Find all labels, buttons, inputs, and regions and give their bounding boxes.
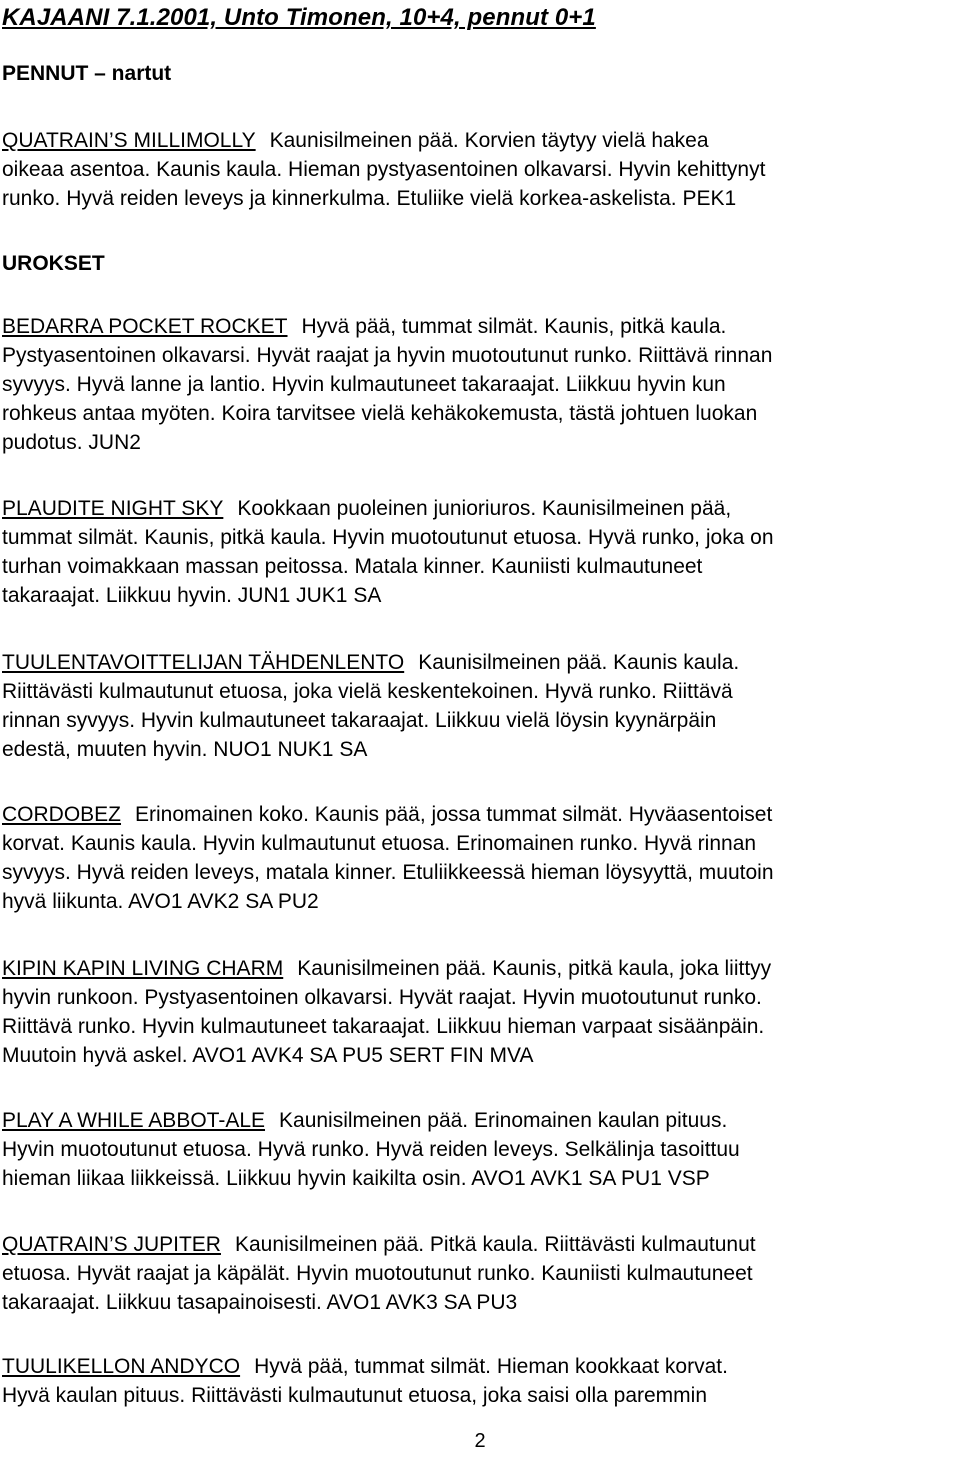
- dog-name: QUATRAIN’S JUPITER: [2, 1233, 221, 1256]
- dog-name: PLAUDITE NIGHT SKY: [2, 497, 224, 520]
- critique-text: korvat. Kaunis kaula. Hyvin kulmautunut etuosa. Erinomainen runko. Hyvä rinnan: [2, 832, 757, 855]
- section-heading-males: UROKSET: [2, 252, 105, 275]
- critique-text: Kookkaan puoleinen junioriuros. Kaunisilmeinen pää,: [237, 497, 732, 520]
- entry-first-line: [2, 648, 952, 677]
- show-title: KAJAANI 7.1.2001, Unto Timonen, 10+4, pennut 0+1: [2, 4, 596, 31]
- critique-text: runko. Hyvä reiden leveys ja kinnerkulma. Etuliike vielä korkea-askelista. PEK1: [2, 187, 737, 210]
- critique-text: hieman liikaa liikkeissä. Liikkuu hyvin kaikilta osin. AVO1 AVK1 SA PU1 VSP: [2, 1167, 710, 1190]
- critique-text: Muutoin hyvä askel. AVO1 AVK4 SA PU5 SERT FIN MVA: [2, 1044, 534, 1067]
- critique-text: Kaunisilmeinen pää. Pitkä kaula. Riittävästi kulmautunut: [234, 1233, 756, 1256]
- critique-text: rohkeus antaa myöten. Koira tarvitsee vielä kehäkokemusta, tästä johtuen luokan: [2, 402, 758, 425]
- critique-text: Riittävästi kulmautunut etuosa, joka vielä keskentekoinen. Hyvä runko. Riittävä: [2, 680, 733, 703]
- dog-name: TUULIKELLON ANDYCO: [2, 1355, 241, 1378]
- entry-first-line: [2, 800, 952, 829]
- critique-entry: [2, 1106, 952, 1193]
- critique-text: edestä, muuten hyvin. NUO1 NUK1 SA: [2, 738, 368, 761]
- entry-first-line: [2, 1230, 952, 1259]
- dog-name: TUULENTAVOITTELIJAN TÄHDENLENTO: [2, 651, 405, 674]
- critique-entry: [2, 800, 952, 916]
- critique-entry: [2, 126, 952, 213]
- critique-entry: [2, 494, 952, 610]
- critique-text: Kaunisilmeinen pää. Korvien täytyy vielä hakea: [269, 129, 709, 152]
- dog-name: KIPIN KAPIN LIVING CHARM: [2, 957, 284, 980]
- critique-text: hyvä liikunta. AVO1 AVK2 SA PU2: [2, 890, 319, 913]
- critique-text: rinnan syvyys. Hyvin kulmautuneet takaraajat. Liikkuu vielä löysin kyynärpäin: [2, 709, 717, 732]
- critique-text: Riittävä runko. Hyvin kulmautuneet takaraajat. Liikkuu hieman varpaat sisäänpäin.: [2, 1015, 765, 1038]
- page-number: 2: [474, 1430, 486, 1452]
- critique-entry: [2, 312, 952, 457]
- critique-text: pudotus. JUN2: [2, 431, 141, 454]
- critique-text: turhan voimakkaan massan peitossa. Matala kinner. Kauniisti kulmautuneet: [2, 555, 703, 578]
- critique-text: Hyvin muotoutunut etuosa. Hyvä runko. Hyvä reiden leveys. Selkälinja tasoittuu: [2, 1138, 740, 1161]
- critique-text: hyvin runkoon. Pystyasentoinen olkavarsi. Hyvät raajat. Hyvin muotoutunut runko.: [2, 986, 762, 1009]
- critique-text: etuosa. Hyvät raajat ja käpälät. Hyvin muotoutunut runko. Kauniisti kulmautuneet: [2, 1262, 753, 1285]
- critique-text: Kaunisilmeinen pää. Kaunis kaula.: [418, 651, 740, 674]
- critique-entry: [2, 954, 952, 1070]
- dog-name: QUATRAIN’S MILLIMOLLY: [2, 129, 256, 152]
- critique-text: syvyys. Hyvä reiden leveys, matala kinner. Etuliikkeessä hieman löysyyttä, muutoin: [2, 861, 774, 884]
- critique-text: takaraajat. Liikkuu tasapainoisesti. AVO1 AVK3 SA PU3: [2, 1291, 518, 1314]
- critique-text: Hyvä pää, tummat silmät. Kaunis, pitkä kaula.: [301, 315, 727, 338]
- entry-first-line: [2, 1352, 952, 1381]
- critique-entry: [2, 1352, 952, 1410]
- critique-text: Kaunisilmeinen pää. Erinomainen kaulan pituus.: [279, 1109, 728, 1132]
- critique-text: Pystyasentoinen olkavarsi. Hyvät raajat ja hyvin muotoutunut runko. Riittävä rinnan: [2, 344, 773, 367]
- critique-entry: [2, 648, 952, 764]
- entry-first-line: [2, 1106, 952, 1135]
- dog-name: PLAY A WHILE ABBOT-ALE: [2, 1109, 266, 1132]
- entry-first-line: [2, 954, 952, 983]
- entry-first-line: [2, 494, 952, 523]
- critique-text: takaraajat. Liikkuu hyvin. JUN1 JUK1 SA: [2, 584, 382, 607]
- critique-text: tummat silmät. Kaunis, pitkä kaula. Hyvin muotoutunut etuosa. Hyvä runko, joka on: [2, 526, 774, 549]
- critique-entry: [2, 1230, 952, 1317]
- entry-first-line: [2, 126, 952, 155]
- critique-text: oikeaa asentoa. Kaunis kaula. Hieman pystyasentoinen olkavarsi. Hyvin kehittynyt: [2, 158, 766, 181]
- entry-first-line: [2, 312, 952, 341]
- dog-name: BEDARRA POCKET ROCKET: [2, 315, 288, 338]
- dog-name: CORDOBEZ: [2, 803, 122, 826]
- critique-text: Hyvä pää, tummat silmät. Hieman kookkaat korvat.: [254, 1355, 728, 1378]
- critique-text: syvyys. Hyvä lanne ja lantio. Hyvin kulmautuneet takaraajat. Liikkuu hyvin kun: [2, 373, 726, 396]
- critique-text: Hyvä kaulan pituus. Riittävästi kulmautunut etuosa, joka saisi olla paremmin: [2, 1384, 708, 1407]
- section-heading-puppies-females: PENNUT – nartut: [2, 62, 172, 85]
- critique-text: Erinomainen koko. Kaunis pää, jossa tummat silmät. Hyväasentoiset: [135, 803, 773, 826]
- critique-text: Kaunisilmeinen pää. Kaunis, pitkä kaula, joka liittyy: [297, 957, 772, 980]
